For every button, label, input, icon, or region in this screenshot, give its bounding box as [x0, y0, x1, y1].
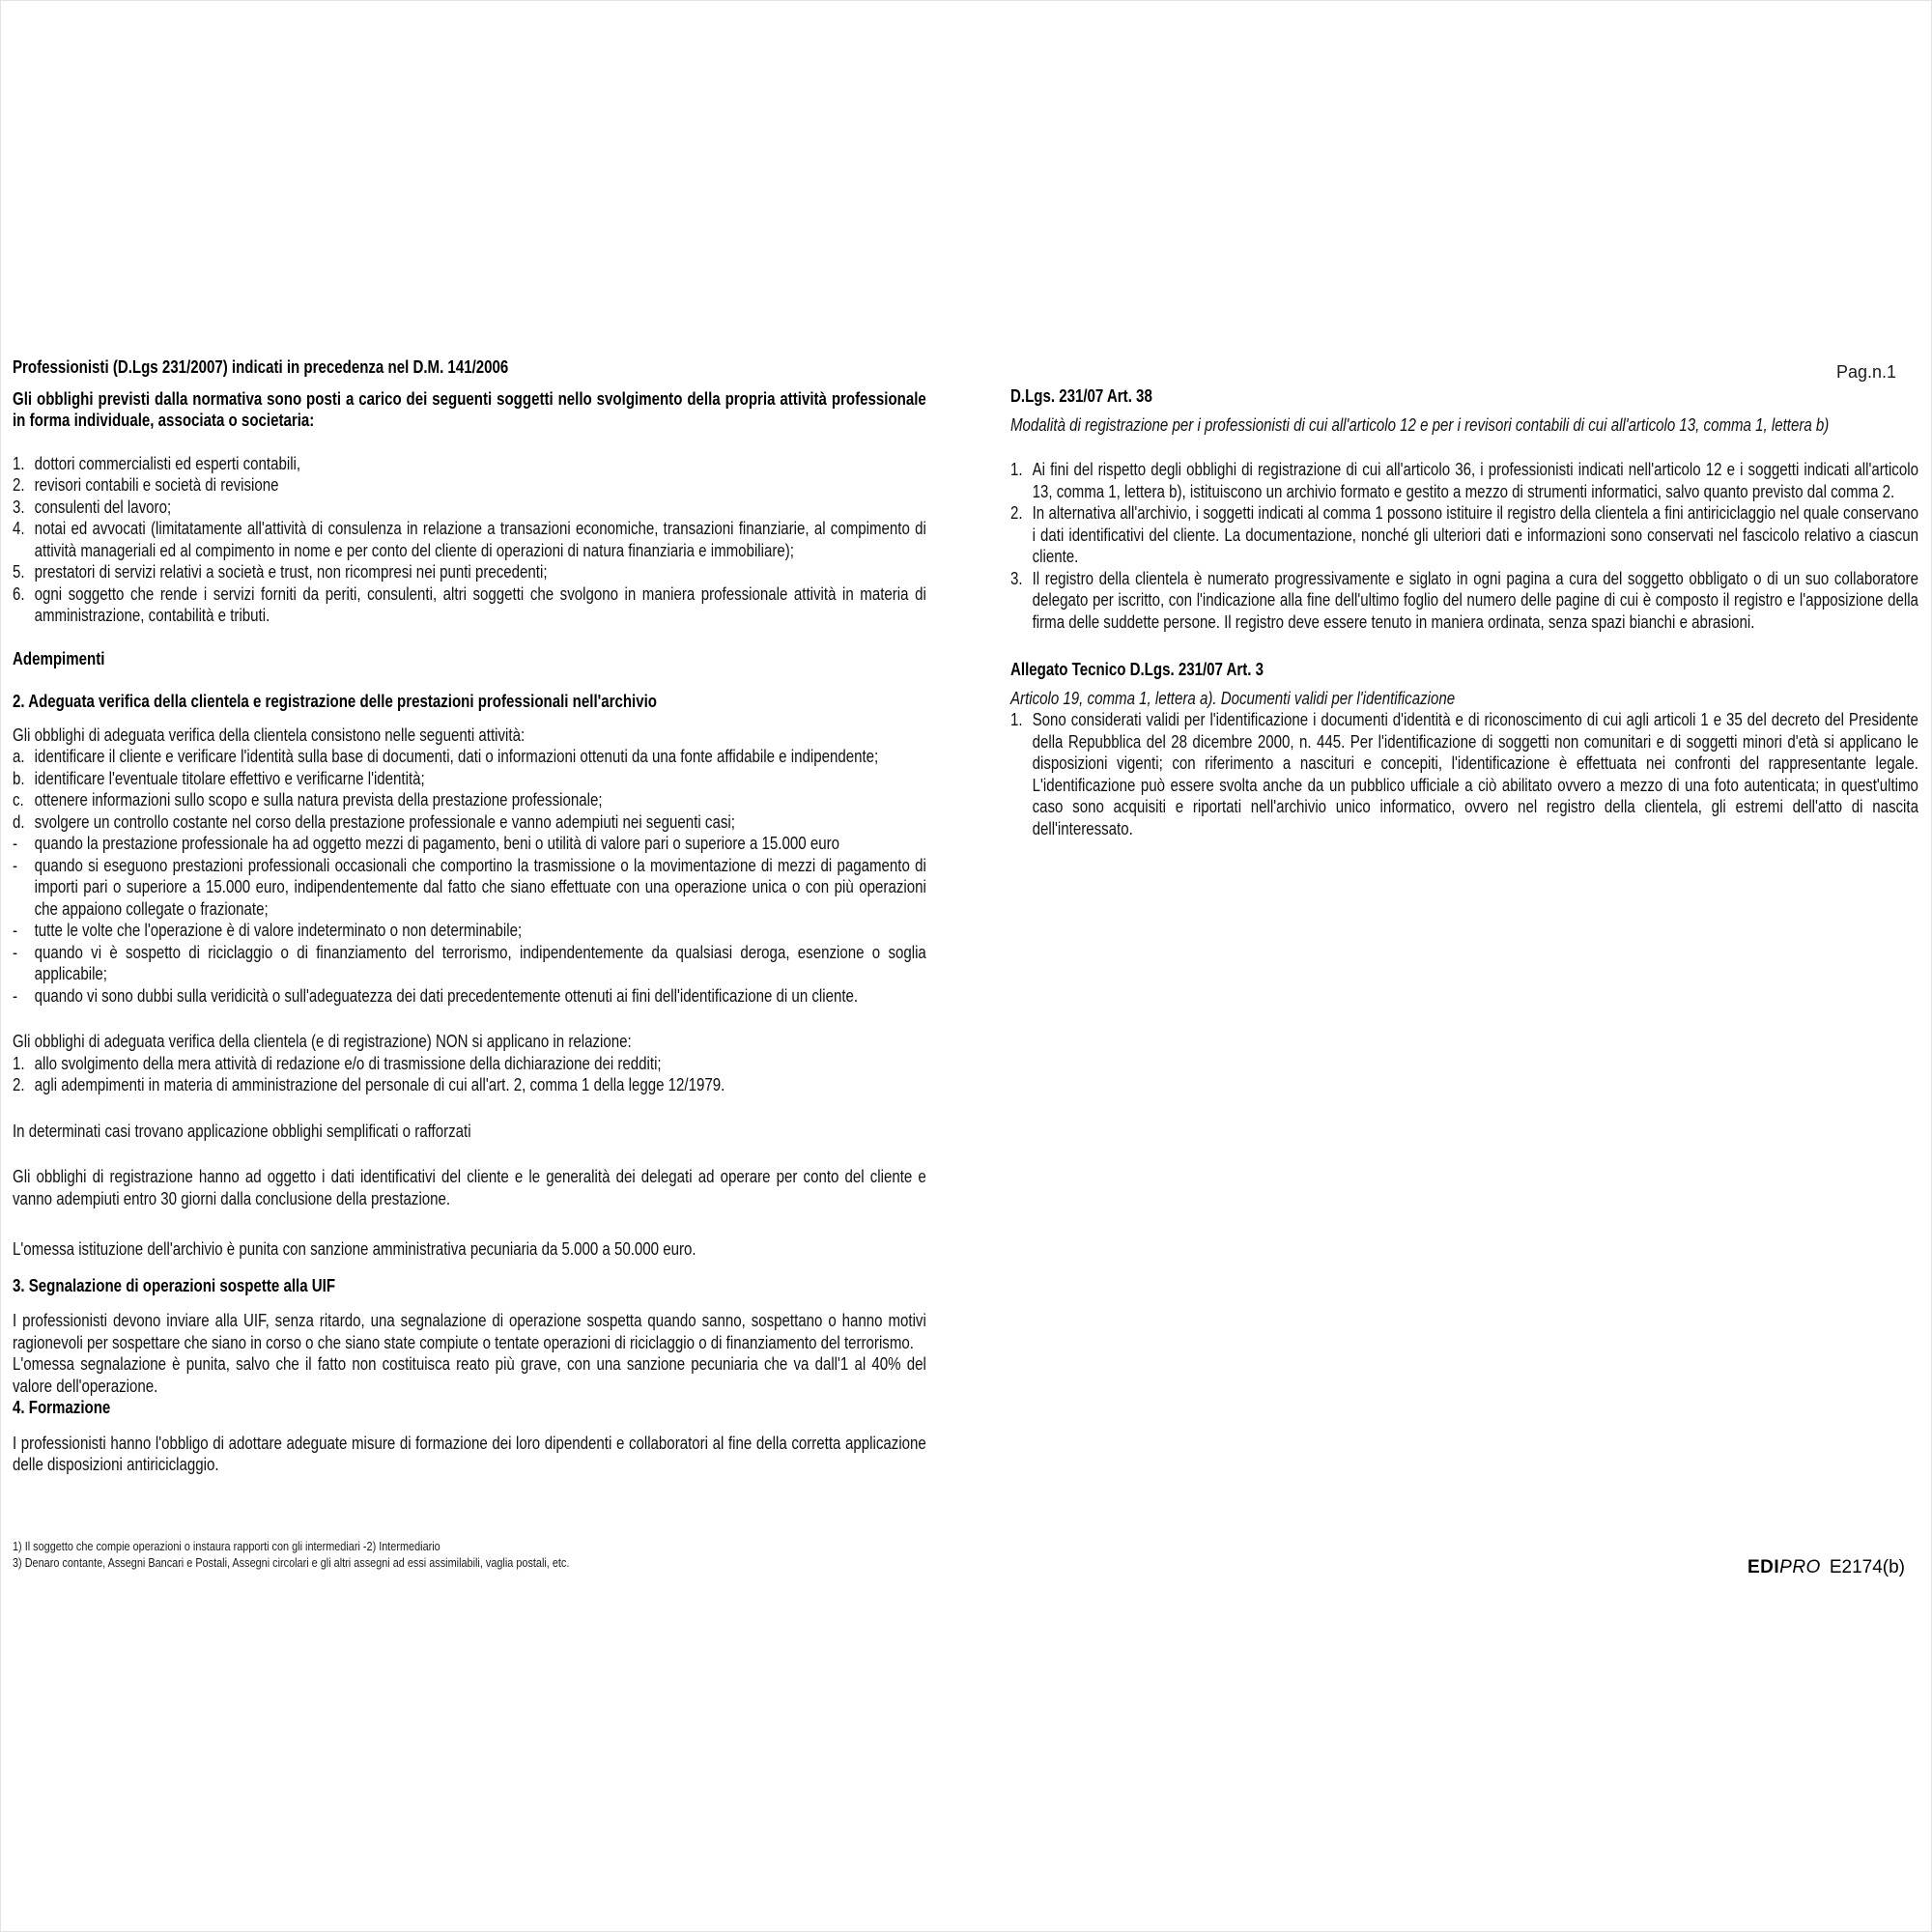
- list-marker: a.: [13, 747, 25, 766]
- section3-heading: 3. Segnalazione di operazioni sospette alla UIF: [13, 1275, 336, 1295]
- list-marker: -: [13, 834, 18, 853]
- footnotes: [13, 1539, 1064, 1571]
- list-item: [13, 746, 926, 768]
- allegato-list: [1010, 709, 1918, 839]
- brand-pro-logo: PRO: [1779, 1557, 1821, 1577]
- list-item: [13, 985, 926, 1008]
- list-marker: 5.: [13, 562, 25, 582]
- list-marker: 3.: [1010, 568, 1023, 588]
- list-marker: c.: [13, 790, 24, 810]
- list-item: [13, 833, 926, 855]
- list-item-text: agli adempimenti in materia di amministrazione del personale di cui all'art. 2, comma 1 della legge 12/1979.: [34, 1075, 725, 1094]
- left-column: [13, 356, 926, 1476]
- list-item: [13, 789, 926, 811]
- list-marker: 2.: [13, 1075, 25, 1094]
- list-item-text: Il registro della clientela è numerato progressivamente e siglato in ogni pagina a cura del soggetto obbligato o di un suo collaboratore delegato per iscritto, con l'indicazione alla fine dell'ultimo foglio del numero delle pagine di cui è composto il registro e l'apposizione della firma delle suddette persone. Il registro deve essere tenuto in maniera ordinata, senza spazi bianchi e abrasioni.: [1032, 568, 1918, 632]
- list-item-text: notai ed avvocati (limitatamente all'attività di consulenza in relazione a transazioni economiche, transazioni finanziarie, al compimento di attività manageriali ed al compimento in nome e per conto del cliente di operazioni di natura finanziaria e immobiliare);: [34, 519, 926, 560]
- list-marker: 4.: [13, 519, 25, 538]
- list-item: [1010, 709, 1918, 839]
- list-marker: b.: [13, 768, 25, 788]
- list-item-text: ottenere informazioni sullo scopo e sulla natura prevista della prestazione professionale;: [34, 790, 603, 810]
- list-item: [13, 497, 926, 519]
- list-marker: 1.: [1010, 710, 1023, 729]
- list-marker: 2.: [1010, 503, 1023, 523]
- art38-heading: D.Lgs. 231/07 Art. 38: [1010, 386, 1152, 406]
- list-item: [13, 942, 926, 985]
- left-intro-bold: Gli obblighi previsti dalla normativa sono posti a carico dei seguenti soggetti nello svolgimento della propria attività professionale in forma individuale, associata o societaria:: [13, 388, 926, 430]
- left-heading-professionisti: Professionisti (D.Lgs 231/2007) indicati in precedenza nel D.M. 141/2006: [13, 357, 509, 377]
- section4-heading: 4. Formazione: [13, 1398, 111, 1417]
- list-item: [13, 1053, 926, 1075]
- footnote-line: 3) Denaro contante, Assegni Bancari e Postali, Assegni circolari e gli altri assegni ad essi assimilabili, vaglia postali, etc.: [13, 1554, 570, 1570]
- list-item: [13, 768, 926, 790]
- right-column: [1010, 385, 1918, 839]
- art38-subtitle: Modalità di registrazione per i professionisti di cui all'articolo 12 e per i revisori contabili di cui all'articolo 13, comma 1, lettera b): [1010, 414, 1830, 435]
- page-number: Pag.n.1: [1835, 362, 1896, 382]
- list-item-text: prestatori di servizi relativi a società e trust, non ricompresi nei punti precedenti;: [34, 562, 548, 582]
- allegato-subtitle: Articolo 19, comma 1, lettera a). Documenti validi per l'identificazione: [1010, 688, 1456, 708]
- list-item: [13, 583, 926, 627]
- allegato-heading: Allegato Tecnico D.Lgs. 231/07 Art. 3: [1010, 660, 1264, 679]
- para-training: I professionisti hanno l'obbligo di adottare adeguate misure di formazione dei loro dipendenti e collaboratori al fine della corretta applicazione delle disposizioni antiriciclaggio.: [13, 1433, 926, 1474]
- para-registration: Gli obblighi di registrazione hanno ad oggetto i dati identificativi del cliente e le generalità dei delegati ad operare per conto del cliente e vanno adempiuti entro 30 giorni dalla conclusione della prestazione.: [13, 1167, 926, 1208]
- list-item: [13, 474, 926, 497]
- list-item-text: revisori contabili e società di revisione: [34, 475, 279, 495]
- list-marker: -: [13, 942, 18, 962]
- list-item-text: identificare il cliente e verificare l'identità sulla base di documenti, dati o informazioni ottenuti da una fonte affidabile e indipendente;: [34, 747, 879, 766]
- list-item: [13, 518, 926, 561]
- brand-form-code: E2174(b): [1829, 1557, 1905, 1577]
- list-marker: 6.: [13, 583, 25, 604]
- list-item: [13, 855, 926, 921]
- brand-footer: [1747, 1557, 1905, 1578]
- verify-intro: Gli obblighi di adeguata verifica della clientela consistono nelle seguenti attività:: [13, 724, 526, 745]
- subjects-list: [13, 453, 926, 627]
- list-item: [1010, 568, 1918, 634]
- list-item-text: In alternativa all'archivio, i soggetti indicati al comma 1 possono istituire il registro della clientela a fini antiriciclaggio nel quale conservano i dati identificativi del cliente. La documentazione, nonché gli ulteriori dati e informazioni sono conservati nel fascicolo relativo a ciascun cliente.: [1032, 503, 1918, 566]
- list-item-text: consulenti del lavoro;: [34, 497, 172, 517]
- brand-edi-logo: EDI: [1747, 1557, 1780, 1577]
- list-marker: 2.: [13, 475, 25, 495]
- list-marker: 1.: [1010, 460, 1023, 479]
- adempimenti-heading: Adempimenti: [13, 648, 105, 668]
- list-item: [13, 1074, 926, 1096]
- non-apply-intro: Gli obblighi di adeguata verifica della clientela (e di registrazione) NON si applicano in relazione:: [13, 1032, 632, 1051]
- non-apply-list: [13, 1053, 926, 1096]
- list-marker: -: [13, 921, 18, 940]
- list-item: [13, 920, 926, 942]
- list-item: [13, 561, 926, 583]
- list-item-text: Sono considerati validi per l'identificazione i documenti d'identità e di riconoscimento di cui agli articoli 1 e 35 del decreto del Presidente della Repubblica del 28 dicembre 2000, n. 445. Per l'identificazione di soggetti non comunitari e di soggetti minori d'età si applicano le disposizioni vigenti; con riferimento a nascituri e concepiti, l'identificazione è effettuata nei confronti del rappresentante legale. L'identificazione può essere svolta anche da un pubblico ufficiale a ciò abilitato ovvero a mezzo di una foto autenticata; in quest'ultimo caso sono acquisiti e riportati nell'archivio unico informatico, ovvero nel registro della clientela, gli estremi dell'atto di nascita dell'interessato.: [1032, 710, 1918, 838]
- art38-list: [1010, 459, 1918, 633]
- list-marker: 1.: [13, 1053, 25, 1073]
- list-item: [13, 453, 926, 475]
- verify-list: [13, 746, 926, 1007]
- footnote-line: 1) Il soggetto che compie operazioni o instaura rapporti con gli intermediari -2) Intermediario: [13, 1539, 440, 1553]
- list-item-text: dottori commercialisti ed esperti contabili,: [34, 453, 301, 473]
- list-marker: 3.: [13, 497, 25, 517]
- list-marker: -: [13, 855, 18, 875]
- list-item: [1010, 502, 1918, 568]
- para-simplified: In determinati casi trovano applicazione obblighi semplificati o rafforzati: [13, 1121, 471, 1141]
- list-item-text: svolgere un controllo costante nel corso della prestazione professionale e vanno adempiuti nei seguenti casi;: [34, 811, 735, 832]
- para-signal-1: I professionisti devono inviare alla UIF, senza ritardo, una segnalazione di operazione sospetta quando sanno, sospettano o hanno motivi ragionevoli per sospettare che siano in corso o che siano state compiute o tentate operazioni di riciclaggio o di finanziamento del terrorismo.: [13, 1311, 926, 1352]
- list-item-text: quando la prestazione professionale ha ad oggetto mezzi di pagamento, beni o utilità di valore pari o superiore a 15.000 euro: [34, 834, 839, 853]
- list-item-text: Ai fini del rispetto degli obblighi di registrazione di cui all'articolo 36, i professionisti indicati nell'articolo 12 e i soggetti indicati all'articolo 13, comma 1, lettera b), istituiscono un archivio formato e gestito a mezzo di strumenti informatici, salvo quanto previsto dal comma 2.: [1032, 460, 1918, 501]
- list-marker: 1.: [13, 453, 25, 473]
- para-sanction: L'omessa istituzione dell'archivio è punita con sanzione amministrativa pecuniaria da 5.000 a 50.000 euro.: [13, 1239, 696, 1259]
- list-item-text: tutte le volte che l'operazione è di valore indeterminato o non determinabile;: [34, 921, 523, 940]
- para-signal-2: L'omessa segnalazione è punita, salvo che il fatto non costituisca reato più grave, con una sanzione pecuniaria che va dall'1 al 40% del valore dell'operazione.: [13, 1354, 926, 1396]
- list-item-text: ogni soggetto che rende i servizi forniti da periti, consulenti, altri soggetti che svolgono in maniera professionale attività in materia di amministrazione, contabilità e tributi.: [34, 583, 926, 625]
- list-item-text: quando vi è sospetto di riciclaggio o di finanziamento del terrorismo, indipendentemente da qualsiasi deroga, esenzione o soglia applicabile;: [34, 942, 926, 983]
- list-item-text: quando si eseguono prestazioni professionali occasionali che comportino la trasmissione o la movimentazione di mezzi di pagamento di importi pari o superiore a 15.000 euro, indipendentemente dal fatto che siano effettuate con una operazione unica o con più operazioni che appaiono collegate o frazionate;: [34, 855, 926, 919]
- list-item-text: allo svolgimento della mera attività di redazione e/o di trasmissione della dichiarazione dei redditi;: [34, 1053, 662, 1073]
- section2-heading: 2. Adeguata verifica della clientela e registrazione delle prestazioni professionali nell'archivio: [13, 692, 657, 711]
- list-marker: -: [13, 985, 18, 1006]
- list-item-text: identificare l'eventuale titolare effettivo e verificarne l'identità;: [34, 768, 425, 788]
- list-item: [1010, 459, 1918, 502]
- list-item-text: quando vi sono dubbi sulla veridicità o sull'adeguatezza dei dati precedentemente ottenuti ai fini dell'identificazione di un cliente.: [34, 985, 859, 1006]
- list-marker: d.: [13, 811, 25, 832]
- list-item: [13, 811, 926, 834]
